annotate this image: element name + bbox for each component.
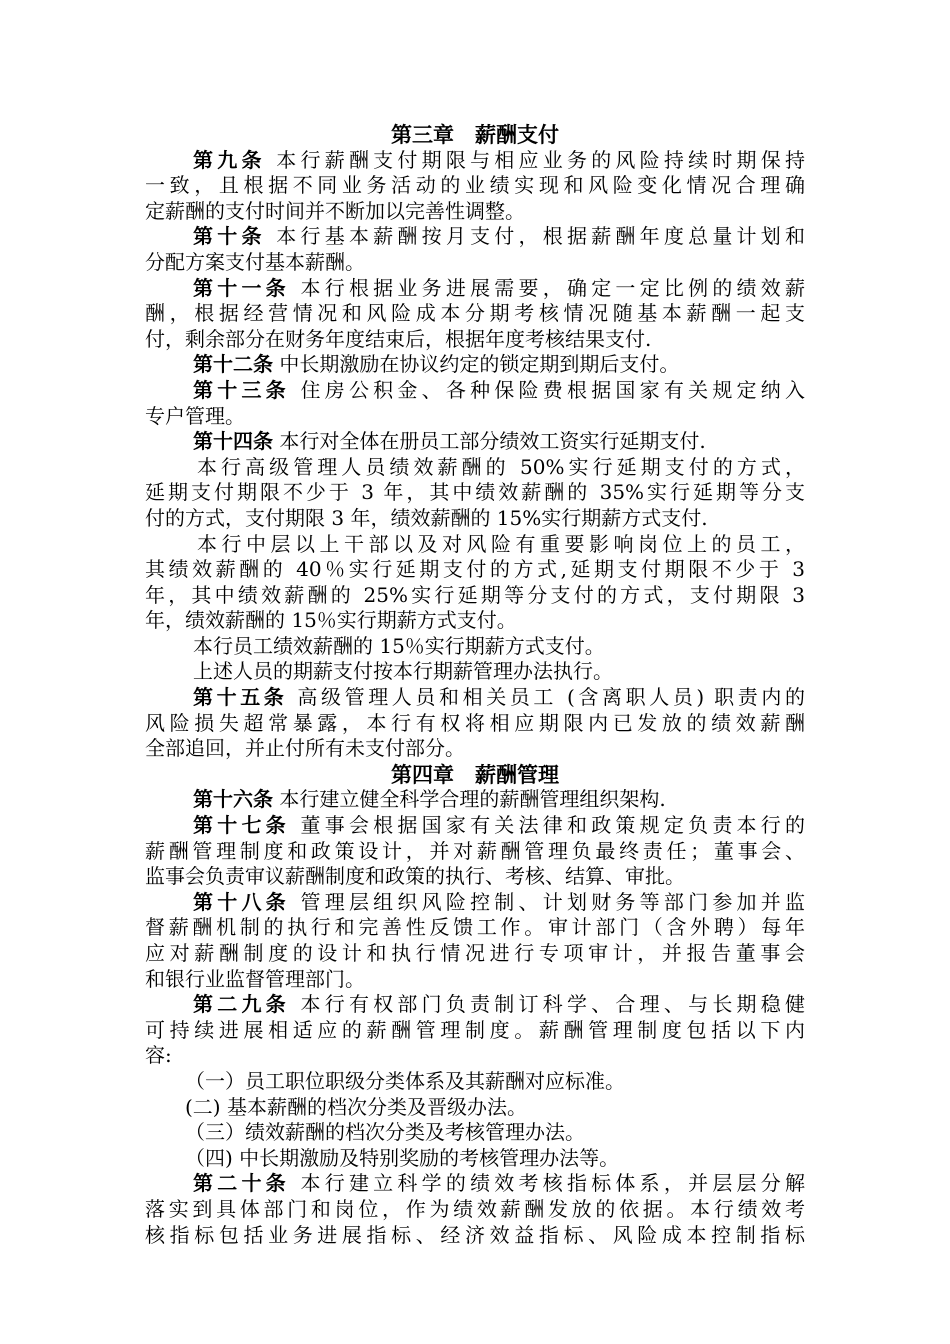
article-20-label: 第二十条 [193,1171,290,1196]
article-14-label: 第十四条 [193,429,273,454]
article-9-line-1 [145,148,805,174]
article-12-text-1: 中长期激励在协议约定的锁定期到期后支付。 [273,352,680,377]
article-9-label: 第九条 [193,147,266,172]
article-16-line-1 [145,787,805,813]
document-page [145,122,805,1248]
list-item: （三）绩效薪酬的档次分类及考核管理办法。 [185,1120,585,1145]
article-12-line-1 [145,352,805,378]
article-10-text-1: 本行基本薪酬按月支付，根据薪酬年度总量计划和 [265,224,806,249]
article-13-label: 第十三条 [193,377,290,402]
article-16-text-1: 本行建立健全科学合理的薪酬管理组织架构. [273,787,666,812]
article-29-text-1: 本行有权部门负责制订科学、合理、与长期稳健 [289,992,806,1017]
article-13-line-1 [145,378,805,404]
article-9-line-3: 定薪酬的支付时间并不断加以完善性调整。 [145,198,525,223]
article-18-line-4: 和银行业监督管理部门。 [145,966,365,991]
article-20-line-1 [145,1171,805,1197]
article-15-line-2: 风险损失超常暴露，本行有权将相应期限内已发放的绩效薪酬 [145,710,805,735]
article-10-label: 第十条 [193,224,266,249]
article-14-para-2-line-1: 本行中层以上干部以及对风险有重要影响岗位上的员工， [197,531,805,556]
article-14-para-4: 上述人员的期薪支付按本行期薪管理办法执行。 [193,659,613,684]
article-9-text-1: 本行薪酬支付期限与相应业务的风险持续时期保持 [265,147,806,172]
chapter-4-title: 第四章 薪酬管理 [391,761,559,787]
list-item: （一）员工职位职级分类体系及其薪酬对应标准。 [185,1068,625,1093]
article-12-label: 第十二条 [193,352,273,377]
article-20-line-2: 落实到具体部门和岗位，作为绩效薪酬发放的依据。本行绩效考 [145,1196,805,1221]
article-14-para-1-line-1: 本行高级管理人员绩效薪酬的 50%实行延期支付的方式， [197,454,805,479]
article-14-line-1 [145,429,805,455]
list-item: (二) 基本薪酬的档次分类及晋级办法。 [185,1094,527,1119]
article-11-line-2: 酬，根据经营情况和风险成本分期考核情况随基本薪酬一起支 [145,301,805,326]
article-16-label: 第十六条 [193,787,273,812]
article-20-line-3: 核指标包括业务进展指标、经济效益指标、风险成本控制指标 [145,1222,805,1247]
article-18-line-2: 督薪酬机制的执行和完善性反馈工作。审计部门（含外聘）每年 [145,915,805,940]
article-14-para-2-line-2: 其绩效薪酬的 40％实行延期支付的方式,延期支付期限不少于 3 [145,557,805,582]
article-15-label: 第十五条 [193,685,288,710]
article-9-line-2: 一致，且根据不同业务活动的业绩实现和风险变化情况合理确 [145,173,805,198]
article-18-line-1 [145,890,805,916]
list-item: （四) 中长期激励及特别奖励的考核管理办法等。 [185,1145,620,1170]
article-29-line-2: 可持续进展相适应的薪酬管理制度。薪酬管理制度包括以下内 [145,1017,805,1042]
article-18-label: 第十八条 [193,889,290,914]
article-17-text-1: 董事会根据国家有关法律和政策规定负责本行的 [289,813,806,838]
article-17-line-2: 薪酬管理制度和政策设计，并对薪酬管理负最终责任；董事会、 [145,838,805,863]
article-14-para-2-line-4: 年，绩效薪酬的 15％实行期薪方式支付。 [145,608,517,633]
chapter-3-title: 第三章 薪酬支付 [391,122,559,147]
article-15-text-1: 高级管理人员和相关员工 (含离职人员) 职责内的 [287,685,805,710]
article-14-para-3: 本行员工绩效薪酬的 15％实行期薪方式支付。 [193,633,605,658]
article-10-line-2: 分配方案支付基本薪酬。 [145,249,365,274]
article-18-text-1: 管理层组织风险控制、计划财务等部门参加并监 [289,889,806,914]
article-10-line-1 [145,224,805,250]
article-29-line-3: 容: [145,1043,172,1068]
article-18-line-3: 应对薪酬制度的设计和执行情况进行专项审计，并报告董事会 [145,941,805,965]
article-15-line-3: 全部追回，并止付所有未支付部分。 [145,736,465,761]
article-14-para-1-line-2: 延期支付期限不少于 3 年，其中绩效薪酬的 35%实行延期等分支 [145,480,805,505]
article-17-line-3: 监事会负责审议薪酬制度和政策的执行、考核、结算、审批。 [145,864,685,889]
article-17-label: 第十七条 [193,813,290,838]
article-14-para-1-line-3: 付的方式，支付期限 3 年，绩效薪酬的 15%实行期薪方式支付. [145,505,708,530]
article-13-text-1: 住房公积金、各种保险费根据国家有关规定纳入 [289,377,806,402]
article-17-line-1 [145,813,805,839]
article-11-label: 第十一条 [193,275,290,300]
article-14-text-1: 本行对全体在册员工部分绩效工资实行延期支付. [273,429,706,454]
article-20-text-1: 本行建立科学的绩效考核指标体系，并层层分解 [289,1171,806,1196]
article-11-line-3: 付，剩余部分在财务年度结束后，根据年度考核结果支付. [145,326,652,351]
article-29-label: 第二九条 [193,992,290,1017]
article-11-line-1 [145,276,805,302]
article-13-line-2: 专户管理。 [145,403,245,428]
article-29-line-1 [145,992,805,1018]
article-14-para-2-line-3: 年，其中绩效薪酬的 25%实行延期等分支付的方式，支付期限 3 [145,582,805,607]
article-11-text-1: 本行根据业务进展需要，确定一定比例的绩效薪 [289,275,806,300]
article-15-line-1 [145,685,805,711]
